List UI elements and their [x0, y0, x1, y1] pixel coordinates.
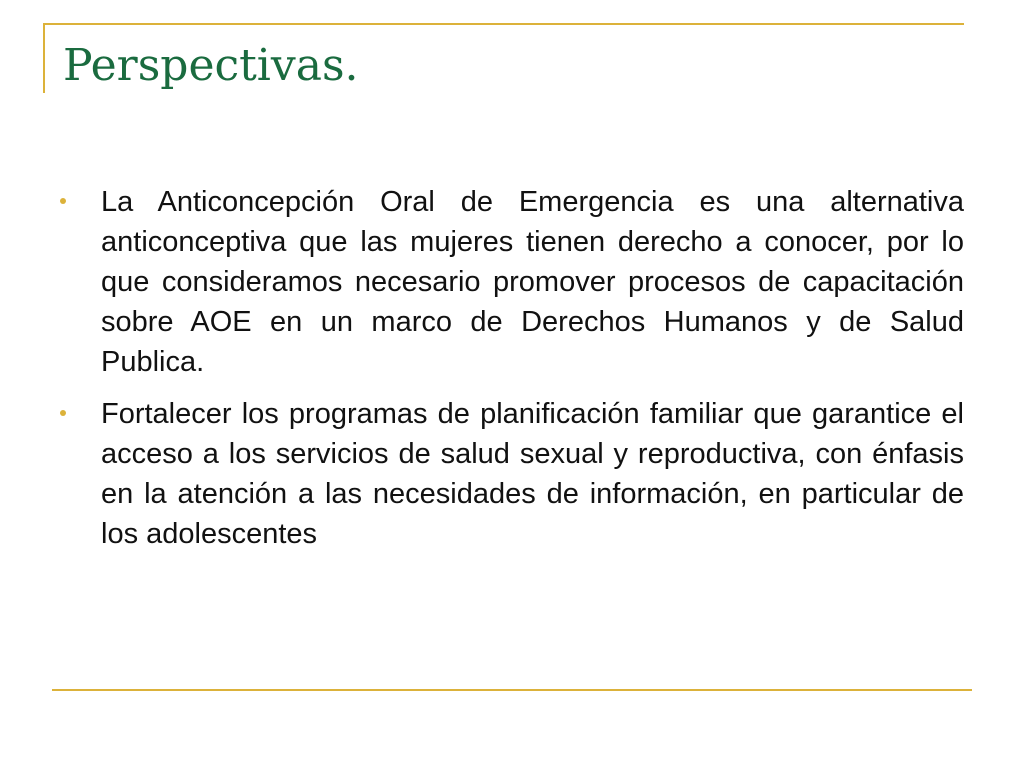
- bullet-text: Fortalecer los programas de planificación familiar que garantice el acceso a los servicios de salud sexual y reproductiva, con énfasis en la atención a las necesidades de información, en particular de los adolescentes: [101, 398, 964, 550]
- bullet-item: [60, 182, 964, 382]
- bullet-text: La Anticoncepción Oral de Emergencia es una alternativa anticonceptiva que las mujeres tienen derecho a conocer, por lo que consideramos necesario promover procesos de capacitación sobre AOE en un marco de Derechos Humanos y de Salud Publica.: [101, 186, 964, 378]
- bullet-dot-icon: [60, 198, 66, 204]
- slide-title: Perspectivas.: [63, 40, 359, 91]
- bullet-dot-icon: [60, 410, 66, 416]
- bullet-list: [60, 182, 964, 566]
- left-border-line: [43, 23, 45, 93]
- bottom-border-line: [52, 689, 972, 691]
- bullet-item: [60, 394, 964, 554]
- top-border-line: [43, 23, 964, 25]
